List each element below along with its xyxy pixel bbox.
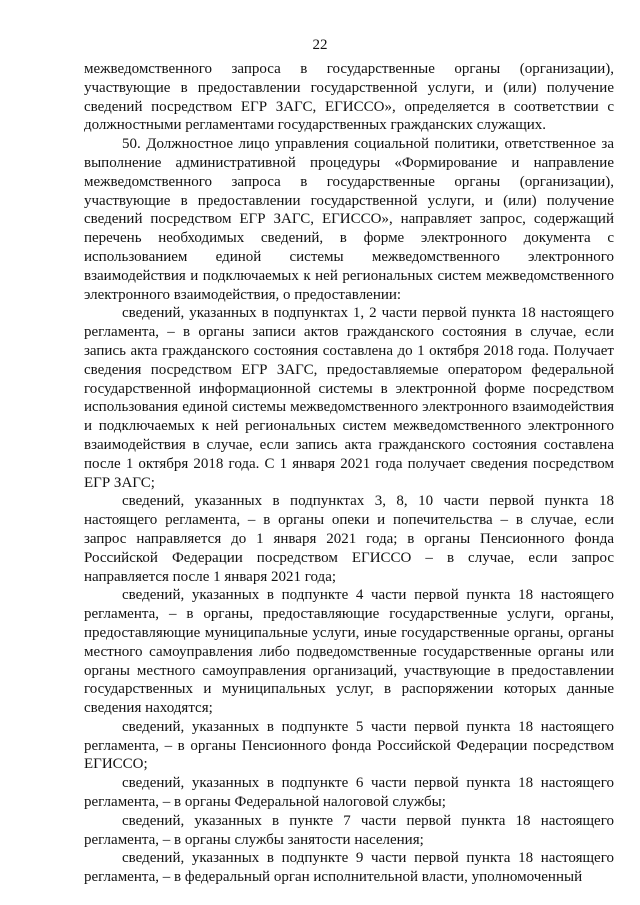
paragraph-employment-service-info: сведений, указанных в пункте 7 части первой пункта 18 настоящего регламента, – в органы службы занятости населения; [84,812,614,848]
document-body [84,60,614,887]
paragraph-guardianship-info: сведений, указанных в подпунктах 3, 8, 10 части первой пункта 18 настоящего регламента, – в органы опеки и попечительства – в случае, если запрос направляется до 1 января 2021 года; в органы Пенсионного фонда Российской Федерации посредством ЕГИССО – в случае, если запрос направляется после 1 января 2021 года; [84,493,614,585]
page-number: 22 [312,37,328,53]
paragraph-pension-fund-info: сведений, указанных в подпункте 5 части первой пункта 18 настоящего регламента, – в органы Пенсионного фонда Российской Федерации посредством ЕГИССО; [84,718,614,773]
paragraph-zags-info: сведений, указанных в подпунктах 1, 2 части первой пункта 18 настоящего регламента, – в органы записи актов гражданского состояния в случае, если запись акта гражданского состояния составлена до 1 октября 2018 года. Получает сведения посредством ЕГР ЗАГС, предоставляемые оператором федеральной государственной информационной системы в электронной форме посредством использования единой системы межведомственного электронного взаимодействия и подключаемых к ней региональных систем межведомственного электронного взаимодействия в случае, если запись акта гражданского состояния составлена после 1 октября 2018 года. С 1 января 2021 года получает сведения посредством ЕГР ЗАГС; [84,305,614,491]
paragraph-tax-service-info: сведений, указанных в подпункте 6 части первой пункта 18 настоящего регламента, – в органы Федеральной налоговой службы; [84,775,614,811]
paragraph-federal-authority-info: сведений, указанных в подпункте 9 части первой пункта 18 настоящего регламента, – в федеральный орган исполнительной власти, уполномоченный [84,850,614,886]
paragraph-item-50: 50. Должностное лицо управления социальной политики, ответственное за выполнение административной процедуры «Формирование и направление межведомственного запроса в государственные органы (организации), участвующие в предоставлении государственной услуги, и (или) получение сведений посредством ЕГР ЗАГС, ЕГИССО», направляет запрос, содержащий перечень необходимых сведений, в форме электронного документа с использованием единой системы межведомственного электронного взаимодействия и подключаемых к ней региональных систем межведомственного электронного взаимодействия, о предоставлении: [84,136,614,303]
paragraph-state-services-info: сведений, указанных в подпункте 4 части первой пункта 18 настоящего регламента, – в органы, предоставляющие государственные услуги, органы, предоставляющие муниципальные услуги, иные государственные органы, органы местного самоуправления либо подведомственные государственные органы или органы местного самоуправления организаций, участвующие в предоставлении государственных и муниципальных услуг, в распоряжении которых данные сведения находятся; [84,587,614,717]
paragraph-continuation: межведомственного запроса в государственные органы (организации), участвующие в предоставлении государственной услуги, и (или) получение сведений посредством ЕГР ЗАГС, ЕГИССО», определяется в соответствии с должностными регламентами государственных гражданских служащих. [84,61,614,134]
